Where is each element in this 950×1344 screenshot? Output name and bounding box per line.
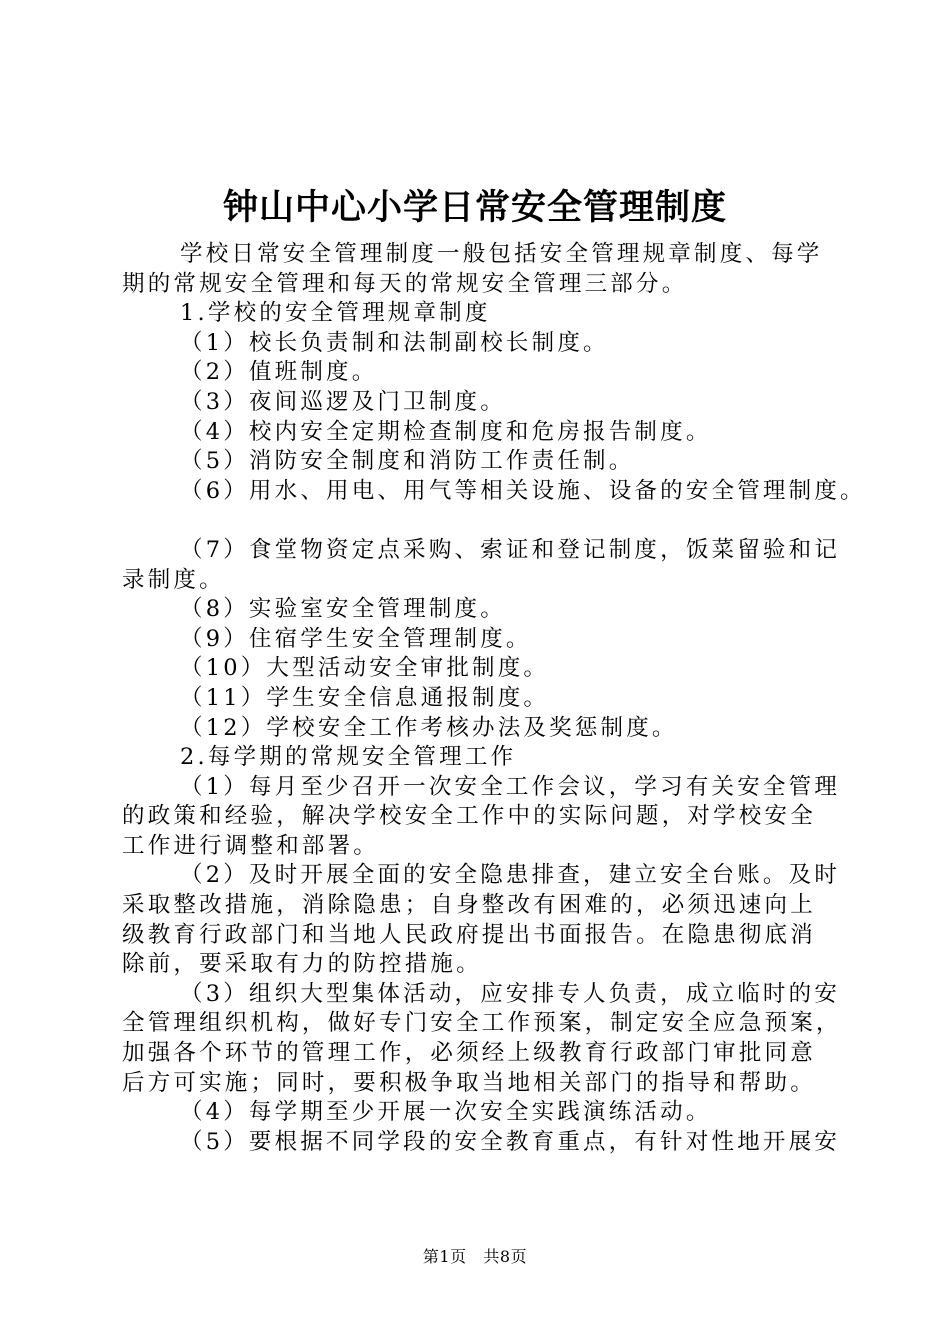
body-line: 的政策和经验，解决学校安全工作中的实际问题，对学校安全: [122, 803, 816, 830]
body-line: （4）校内安全定期检查制度和危房报告制度。: [180, 418, 712, 445]
body-line: （10）大型活动安全审批制度。: [180, 655, 550, 682]
body-line: 录制度。: [122, 566, 225, 593]
body-line: （5）要根据不同学段的安全教育重点，有针对性地开展安: [180, 1128, 841, 1155]
body-line: 级教育行政部门和当地人民政府提出书面报告。在隐患彻底消: [122, 921, 816, 948]
body-line: （6）用水、用电、用气等相关设施、设备的安全管理制度。: [180, 477, 866, 504]
body-line: （1）每月至少召开一次安全工作会议，学习有关安全管理: [180, 773, 841, 800]
body-line: （11）学生安全信息通报制度。: [180, 684, 550, 711]
body-line: （2）值班制度。: [180, 359, 378, 386]
body-line: 学校日常安全管理制度一般包括安全管理规章制度、每学: [180, 241, 823, 267]
page-total: 共8页: [483, 1247, 528, 1266]
body-line: 全管理组织机构，做好专门安全工作预案，制定安全应急预案，: [122, 1010, 842, 1037]
body-line: （7）食堂物资定点采购、索证和登记制度，饭菜留验和记: [180, 536, 841, 563]
body-line: 除前，要采取有力的防控措施。: [122, 951, 482, 978]
body-line: 工作进行调整和部署。: [122, 832, 380, 859]
body-line: [122, 506, 838, 536]
body-line: 1.学校的安全管理规章制度: [180, 300, 491, 327]
body-line: （5）消防安全制度和消防工作责任制。: [180, 448, 635, 475]
body-line: （2）及时开展全面的安全隐患排查，建立安全台账。及时: [180, 862, 841, 889]
document-title: 钟山中心小学日常安全管理制度: [222, 188, 727, 228]
body-line: 期的常规安全管理和每天的常规安全管理三部分。: [122, 270, 688, 297]
body-line: （9）住宿学生安全管理制度。: [180, 625, 532, 652]
body-line: 2.每学期的常规安全管理工作: [180, 744, 517, 771]
body-line: （1）校长负责制和法制副校长制度。: [180, 329, 609, 356]
body-line: 采取整改措施，消除隐患；自身整改有困难的，必须迅速向上: [122, 892, 816, 919]
body-line: （4）每学期至少开展一次安全实践演练活动。: [180, 1099, 712, 1126]
page-footer: [0, 1244, 950, 1267]
page-number: 第1页: [422, 1247, 467, 1266]
body-line: 加强各个环节的管理工作，必须经上级教育行政部门审批同意: [122, 1040, 816, 1067]
body-line: 后方可实施；同时，要积极争取当地相关部门的指导和帮助。: [122, 1069, 816, 1096]
body-line: （12）学校安全工作考核办法及奖惩制度。: [180, 714, 678, 741]
body-line: （3）夜间巡逻及门卫制度。: [180, 388, 506, 415]
document-body: [122, 240, 866, 1157]
body-line: （8）实验室安全管理制度。: [180, 596, 506, 623]
body-line: （3）组织大型集体活动，应安排专人负责，成立临时的安: [180, 980, 841, 1007]
